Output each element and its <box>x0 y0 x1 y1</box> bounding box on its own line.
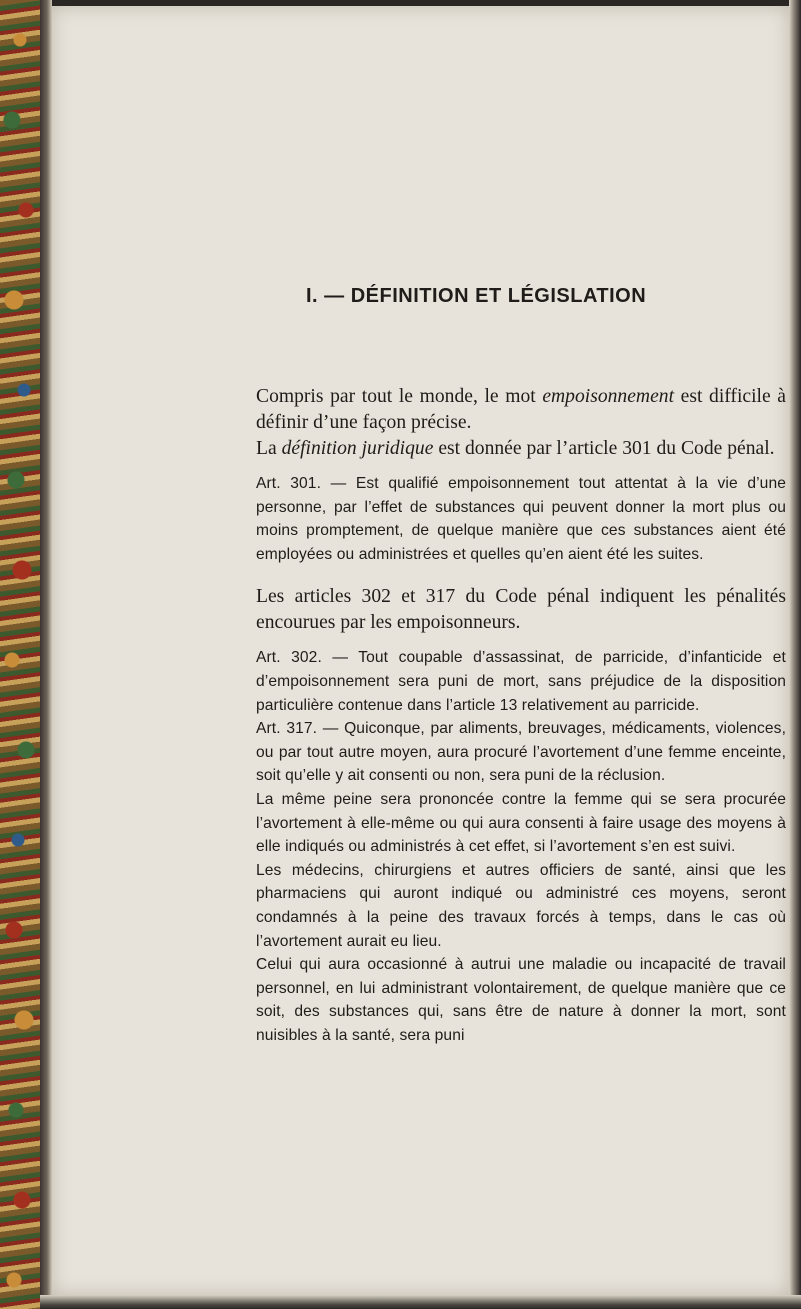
article-317-paragraph-4: Celui qui aura occasionné à autrui une maladie ou incapacité de travail personnel, en lui administrant volontairement, de quelque manière que ce soit, des substances qui, sans être de nature à donner la mort, sont nuisibles à la santé, sera puni <box>256 956 786 1044</box>
page-body <box>256 384 786 1047</box>
definition-text-end: est donnée par l’article 301 du Code pénal. <box>433 438 775 459</box>
articles-intro-paragraph: Les articles 302 et 317 du Code pénal indiquent les pénalités encourues par les empoisonneurs. <box>256 586 786 634</box>
intro-text-start: Compris par tout le monde, le mot <box>256 386 543 407</box>
intro-text-end: est difficile à définir d’une façon précise. <box>256 386 786 433</box>
intro-emphasis: empoisonnement <box>542 386 675 407</box>
article-301: Art. 301. — Est qualifié empoisonnement tout attentat à la vie d’une personne, par l’effet de substances qui peuvent donner la mort plus ou moins promptement, de quelque manière que ces substances aient été employées ou administrées et quelles qu’en aient été les suites. <box>256 475 786 563</box>
definition-emphasis: définition juridique <box>281 438 434 459</box>
page-gutter <box>40 0 52 1309</box>
article-317-paragraph-3: Les médecins, chirurgiens et autres officiers de santé, ainsi que les pharmaciens qui auront indiqué ou administré ces moyens, seront condamnés à la peine des travaux forcés à temps, dans le cas où l’avortement aurait eu lieu. <box>256 861 786 950</box>
definition-text-start: La <box>256 438 282 459</box>
book-binding-marbled-edge <box>0 0 40 1309</box>
definition-paragraph <box>256 436 786 462</box>
article-317-paragraph-1: Art. 317. — Quiconque, par aliments, breuvages, médicaments, violences, ou par tout autre moyen, aura procuré l’avortement d’une femme enceinte, soit qu’elle y ait consenti ou non, sera puni de la réclusion. <box>256 720 786 785</box>
article-302: Art. 302. — Tout coupable d’assassinat, de parricide, d’infanticide et d’empoisonnement sera puni de mort, sans préjudice de la disposition particulière contenue dans l’article 13 relativement au parricide. <box>256 649 786 714</box>
page-right-edge <box>789 0 801 1309</box>
intro-paragraph <box>256 384 786 436</box>
section-heading: I. — DÉFINITION ET LÉGISLATION <box>306 285 647 307</box>
page-bottom-edge <box>40 1295 801 1309</box>
article-317-paragraph-2: La même peine sera prononcée contre la femme qui se sera procurée l’avortement à elle-même ou qui aura consenti à faire usage des moyens à elle indiqués ou administrés à cet effet, si l’avortement s’en est suivi. <box>256 790 786 856</box>
